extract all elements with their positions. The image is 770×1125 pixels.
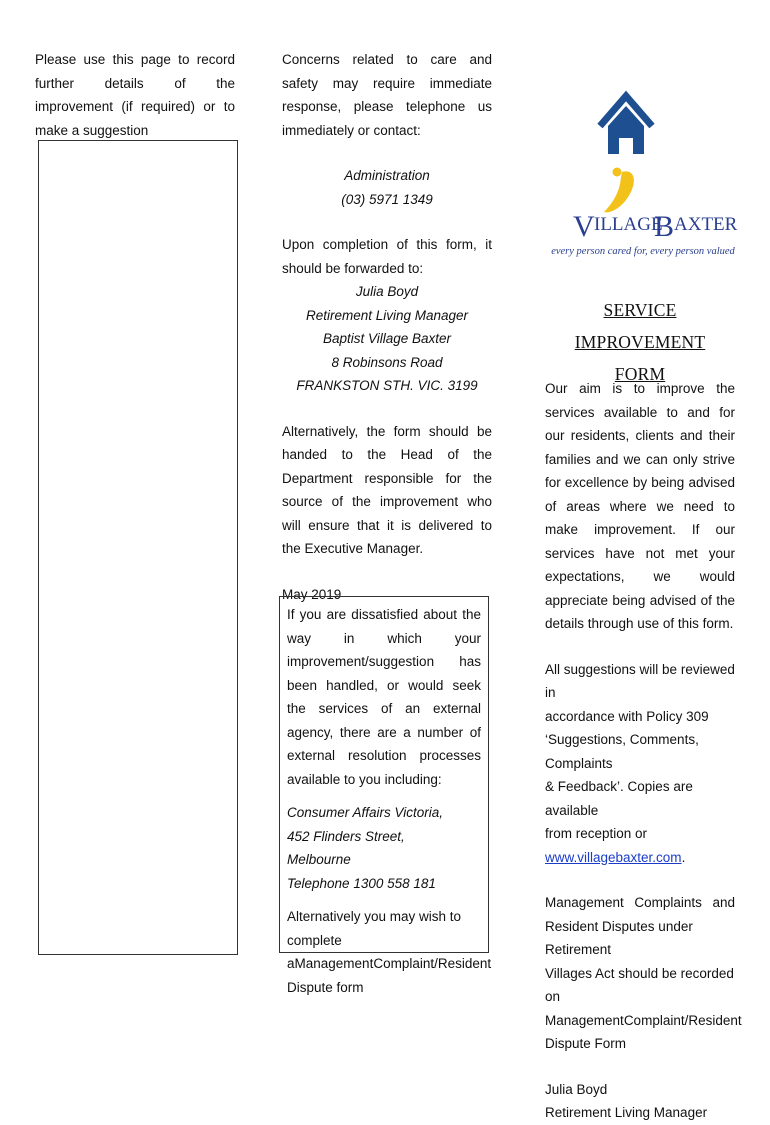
contact-city: FRANKSTON STH. VIC. 3199 [296,378,478,393]
website-period: . [681,849,686,865]
website-line [545,846,735,870]
mgmt-l4-word-complaint: Complaint/Resident [623,1012,742,1028]
brand-initial-b: B [654,210,675,243]
signature-name: Julia Boyd [545,1081,608,1097]
brand-word-illage: ILLAGE [594,214,663,235]
agency-address [287,801,481,895]
mgmt-line-4 [545,1009,742,1033]
person-figure-icon [604,168,634,213]
alt-line-2 [287,952,492,976]
contact-column [282,48,492,606]
alt-line-1: Alternatively you may wish to complete [287,909,462,948]
village-baxter-logo [548,88,738,263]
mgmt-line-1 [545,891,735,915]
form-title-line-2: FORM [614,364,666,384]
alt-word-complaint: Complaint/Resident [373,956,492,971]
record-instructions [35,48,235,142]
alt-word-management: Management [294,956,374,971]
review-line-3: ‘Suggestions, Comments, Complaints [545,732,699,771]
contact-name: Julia Boyd [355,284,419,299]
record-instructions-text: Please use this page to record further details of the improvement (if required) or to make a suggestion [35,52,235,138]
management-complaints-text [545,891,742,1056]
administration-contact [282,164,492,211]
review-line-2: accordance with Policy 309 [545,708,709,724]
brand-word-axter: AXTER [674,214,738,235]
house-icon [600,96,652,154]
review-text [545,658,735,870]
review-line-4: & Feedback’. Copies are available [545,779,693,818]
alternative-dispute-text [287,905,492,999]
external-resolution-box [279,596,492,995]
signature-block [545,1078,735,1125]
completion-text: Upon completion of this form, it should be forwarded to: [282,237,492,276]
contact-org: Baptist Village Baxter [322,331,452,346]
alternative-text: Alternatively, the form should be handed to the Head of the Department responsible for the source of the improvement who will ensure that it is delivered to the Executive Manager. [282,423,492,556]
review-line-5: from reception or [545,826,648,841]
brand-tagline: every person cared for, every person valued [551,246,735,257]
form-title [548,294,732,390]
mgmt-word-complaints: Complaints [634,895,702,910]
info-column [545,377,742,1125]
mgmt-line-5: Dispute Form [545,1036,627,1051]
concerns-text: Concerns related to care and safety may require immediate response, please telephone us immediately or contact: [282,52,492,138]
contact-street: 8 Robinsons Road [331,354,443,370]
dissatisfied-text: If you are dissatisfied about the way in which your improvement/suggestion has been handled, or would seek the services of an external agency, there are a number of external resolution processes available to you including: [287,607,481,787]
alt-word-a: a [287,956,295,971]
forwarding-address [282,280,492,398]
administration-label: Administration [344,168,430,183]
website-link[interactable]: www.villagebaxter.com [545,849,682,865]
contact-role: Retirement Living Manager [305,307,469,323]
review-line-1: All suggestions will be reviewed in [545,661,735,700]
mgmt-l4-word-management: Management [545,1012,624,1028]
administration-phone: (03) 5971 1349 [341,191,433,207]
mgmt-word-and: and [712,895,735,910]
mgmt-line-3: Villages Act should be recorded on [545,965,734,1004]
agency-city: Melbourne [287,852,351,867]
form-title-line-1: SERVICE IMPROVEMENT [574,300,706,352]
alt-line-3: Dispute form [287,979,364,995]
brand-initial-v: V [573,210,595,243]
mgmt-word-management: Management [545,895,624,910]
aim-text: Our aim is to improve the services available to and for our residents, clients and their families and we can only strive for excellence by being advised of areas where we need to make improvement. If our services have not met your expectations, we would appreciate being advised of the details through use of this form. [545,381,735,631]
agency-street: 452 Flinders Street, [287,828,405,844]
record-details-box[interactable] [38,140,238,955]
form-date: May 2019 [282,586,342,602]
brand-name [573,210,738,243]
mgmt-line-2: Resident Disputes under Retirement [545,918,693,957]
agency-phone: Telephone 1300 558 181 [287,875,436,891]
signature-role: Retirement Living Manager [545,1105,708,1120]
agency-name: Consumer Affairs Victoria, [287,805,444,820]
